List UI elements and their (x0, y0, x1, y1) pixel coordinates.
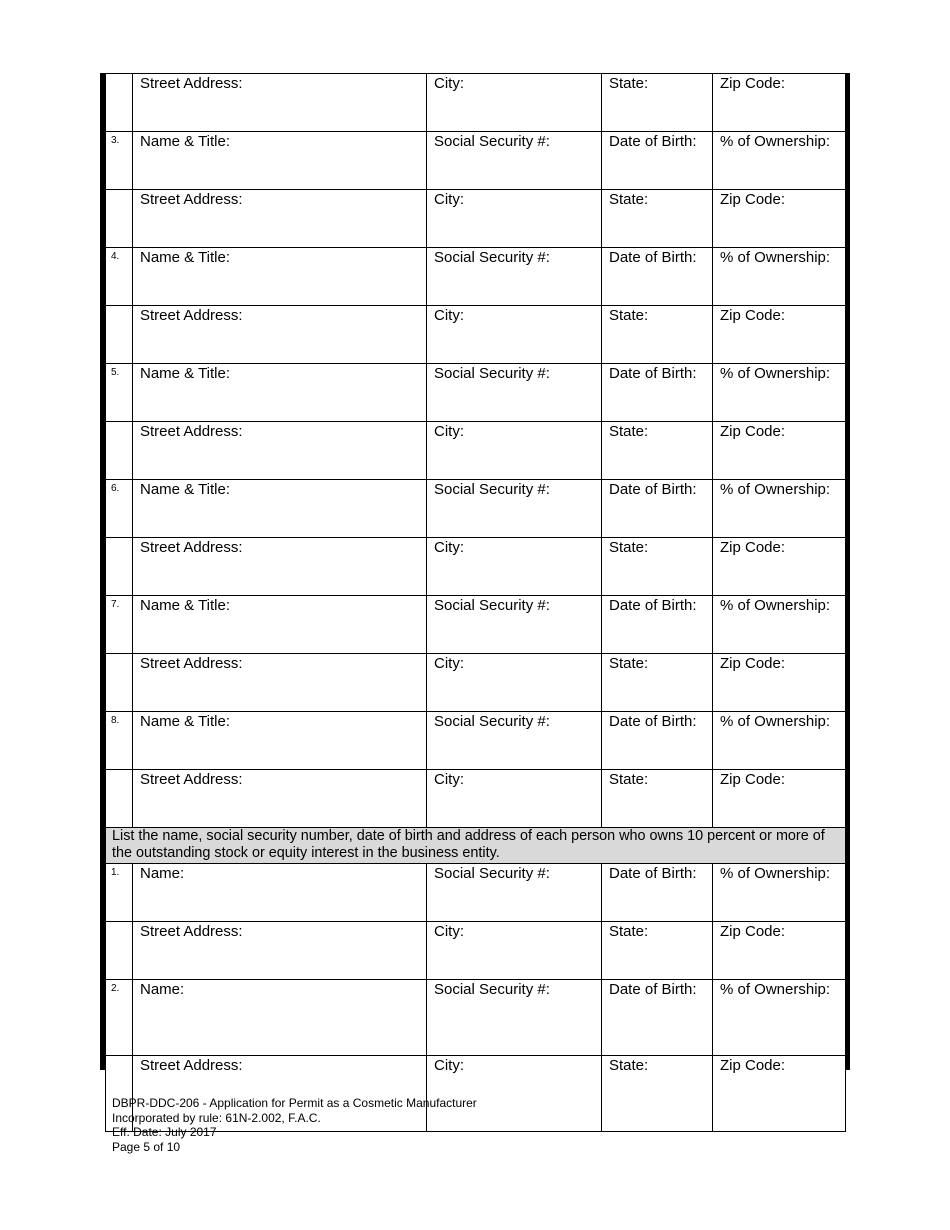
city-field[interactable]: City: (427, 190, 602, 248)
ownership-field[interactable]: % of Ownership: (713, 480, 846, 538)
zip-code-field[interactable]: Zip Code: (713, 306, 846, 364)
row-number: 4. (106, 248, 133, 306)
zip-code-field[interactable]: Zip Code: (713, 190, 846, 248)
street-address-field[interactable]: Street Address: (133, 538, 427, 596)
ownership-field[interactable]: % of Ownership: (713, 712, 846, 770)
ownership-field[interactable]: % of Ownership: (713, 364, 846, 422)
state-field[interactable]: State: (602, 770, 713, 828)
officer-6-address-row (106, 538, 846, 596)
ssn-field[interactable]: Social Security #: (427, 480, 602, 538)
city-field[interactable]: City: (427, 770, 602, 828)
city-field[interactable]: City: (427, 538, 602, 596)
ownership-table (105, 73, 846, 1132)
ownership-field[interactable]: % of Ownership: (713, 596, 846, 654)
row-number: 2. (106, 980, 133, 1056)
ssn-field[interactable]: Social Security #: (427, 364, 602, 422)
officer-7-address-row (106, 654, 846, 712)
row-number: 3. (106, 132, 133, 190)
officer-6-name-row (106, 480, 846, 538)
ownership-field[interactable]: % of Ownership: (713, 248, 846, 306)
name-field[interactable]: Name: (133, 980, 427, 1056)
name-title-field[interactable]: Name & Title: (133, 364, 427, 422)
city-field[interactable]: City: (427, 1056, 602, 1132)
street-address-field[interactable]: Street Address: (133, 422, 427, 480)
stockholder-1-name-row (106, 864, 846, 922)
row-number (106, 770, 133, 828)
state-field[interactable]: State: (602, 538, 713, 596)
page-footer (112, 1096, 477, 1154)
city-field[interactable]: City: (427, 922, 602, 980)
ssn-field[interactable]: Social Security #: (427, 980, 602, 1056)
city-field[interactable]: City: (427, 422, 602, 480)
officer-5-name-row (106, 364, 846, 422)
dob-field[interactable]: Date of Birth: (602, 980, 713, 1056)
officer-2-address-row (106, 74, 846, 132)
zip-code-field[interactable]: Zip Code: (713, 770, 846, 828)
street-address-field[interactable]: Street Address: (133, 922, 427, 980)
stockholder-instruction-row (106, 828, 846, 864)
state-field[interactable]: State: (602, 306, 713, 364)
dob-field[interactable]: Date of Birth: (602, 712, 713, 770)
dob-field[interactable]: Date of Birth: (602, 864, 713, 922)
officer-4-name-row (106, 248, 846, 306)
name-title-field[interactable]: Name & Title: (133, 132, 427, 190)
zip-code-field[interactable]: Zip Code: (713, 422, 846, 480)
officer-8-address-row (106, 770, 846, 828)
name-title-field[interactable]: Name & Title: (133, 480, 427, 538)
street-address-field[interactable]: Street Address: (133, 74, 427, 132)
ownership-field[interactable]: % of Ownership: (713, 980, 846, 1056)
dob-field[interactable]: Date of Birth: (602, 364, 713, 422)
street-address-field[interactable]: Street Address: (133, 1056, 427, 1132)
name-title-field[interactable]: Name & Title: (133, 248, 427, 306)
stockholder-instruction: List the name, social security number, date of birth and address of each person who owns 10 percent or more of the outstanding stock or equity interest in the business entity. (106, 828, 846, 864)
name-title-field[interactable]: Name & Title: (133, 712, 427, 770)
row-number (106, 306, 133, 364)
dob-field[interactable]: Date of Birth: (602, 596, 713, 654)
zip-code-field[interactable]: Zip Code: (713, 538, 846, 596)
officer-7-name-row (106, 596, 846, 654)
street-address-field[interactable]: Street Address: (133, 770, 427, 828)
ssn-field[interactable]: Social Security #: (427, 712, 602, 770)
zip-code-field[interactable]: Zip Code: (713, 74, 846, 132)
zip-code-field[interactable]: Zip Code: (713, 922, 846, 980)
city-field[interactable]: City: (427, 74, 602, 132)
row-number: 7. (106, 596, 133, 654)
row-number: 1. (106, 864, 133, 922)
ssn-field[interactable]: Social Security #: (427, 248, 602, 306)
row-number (106, 190, 133, 248)
zip-code-field[interactable]: Zip Code: (713, 1056, 846, 1132)
page-number: Page 5 of 10 (112, 1139, 181, 1154)
form-title: DBPR-DDC-206 - Application for Permit as a Cosmetic Manufacturer (112, 1096, 477, 1110)
dob-field[interactable]: Date of Birth: (602, 132, 713, 190)
name-title-field[interactable]: Name & Title: (133, 596, 427, 654)
zip-code-field[interactable]: Zip Code: (713, 654, 846, 712)
state-field[interactable]: State: (602, 422, 713, 480)
stockholder-2-name-row (106, 980, 846, 1056)
dob-field[interactable]: Date of Birth: (602, 248, 713, 306)
row-number: 8. (106, 712, 133, 770)
ownership-field[interactable]: % of Ownership: (713, 132, 846, 190)
state-field[interactable]: State: (602, 654, 713, 712)
officer-5-address-row (106, 422, 846, 480)
state-field[interactable]: State: (602, 190, 713, 248)
state-field[interactable]: State: (602, 922, 713, 980)
street-address-field[interactable]: Street Address: (133, 190, 427, 248)
ssn-field[interactable]: Social Security #: (427, 864, 602, 922)
row-number (106, 74, 133, 132)
row-number: 5. (106, 364, 133, 422)
row-number (106, 538, 133, 596)
ownership-field[interactable]: % of Ownership: (713, 864, 846, 922)
ssn-field[interactable]: Social Security #: (427, 596, 602, 654)
officer-3-name-row (106, 132, 846, 190)
stockholder-1-address-row (106, 922, 846, 980)
street-address-field[interactable]: Street Address: (133, 306, 427, 364)
effective-date: Eff. Date: July 2017 (112, 1125, 217, 1140)
dob-field[interactable]: Date of Birth: (602, 480, 713, 538)
row-number (106, 922, 133, 980)
street-address-field[interactable]: Street Address: (133, 654, 427, 712)
officer-3-address-row (106, 190, 846, 248)
state-field[interactable]: State: (602, 74, 713, 132)
rule-reference: Incorporated by rule: 61N-2.002, F.A.C. (112, 1110, 321, 1125)
city-field[interactable]: City: (427, 654, 602, 712)
state-field[interactable]: State: (602, 1056, 713, 1132)
row-number: 6. (106, 480, 133, 538)
name-field[interactable]: Name: (133, 864, 427, 922)
city-field[interactable]: City: (427, 306, 602, 364)
officer-8-name-row (106, 712, 846, 770)
officer-4-address-row (106, 306, 846, 364)
row-number (106, 654, 133, 712)
row-number (106, 422, 133, 480)
ssn-field[interactable]: Social Security #: (427, 132, 602, 190)
